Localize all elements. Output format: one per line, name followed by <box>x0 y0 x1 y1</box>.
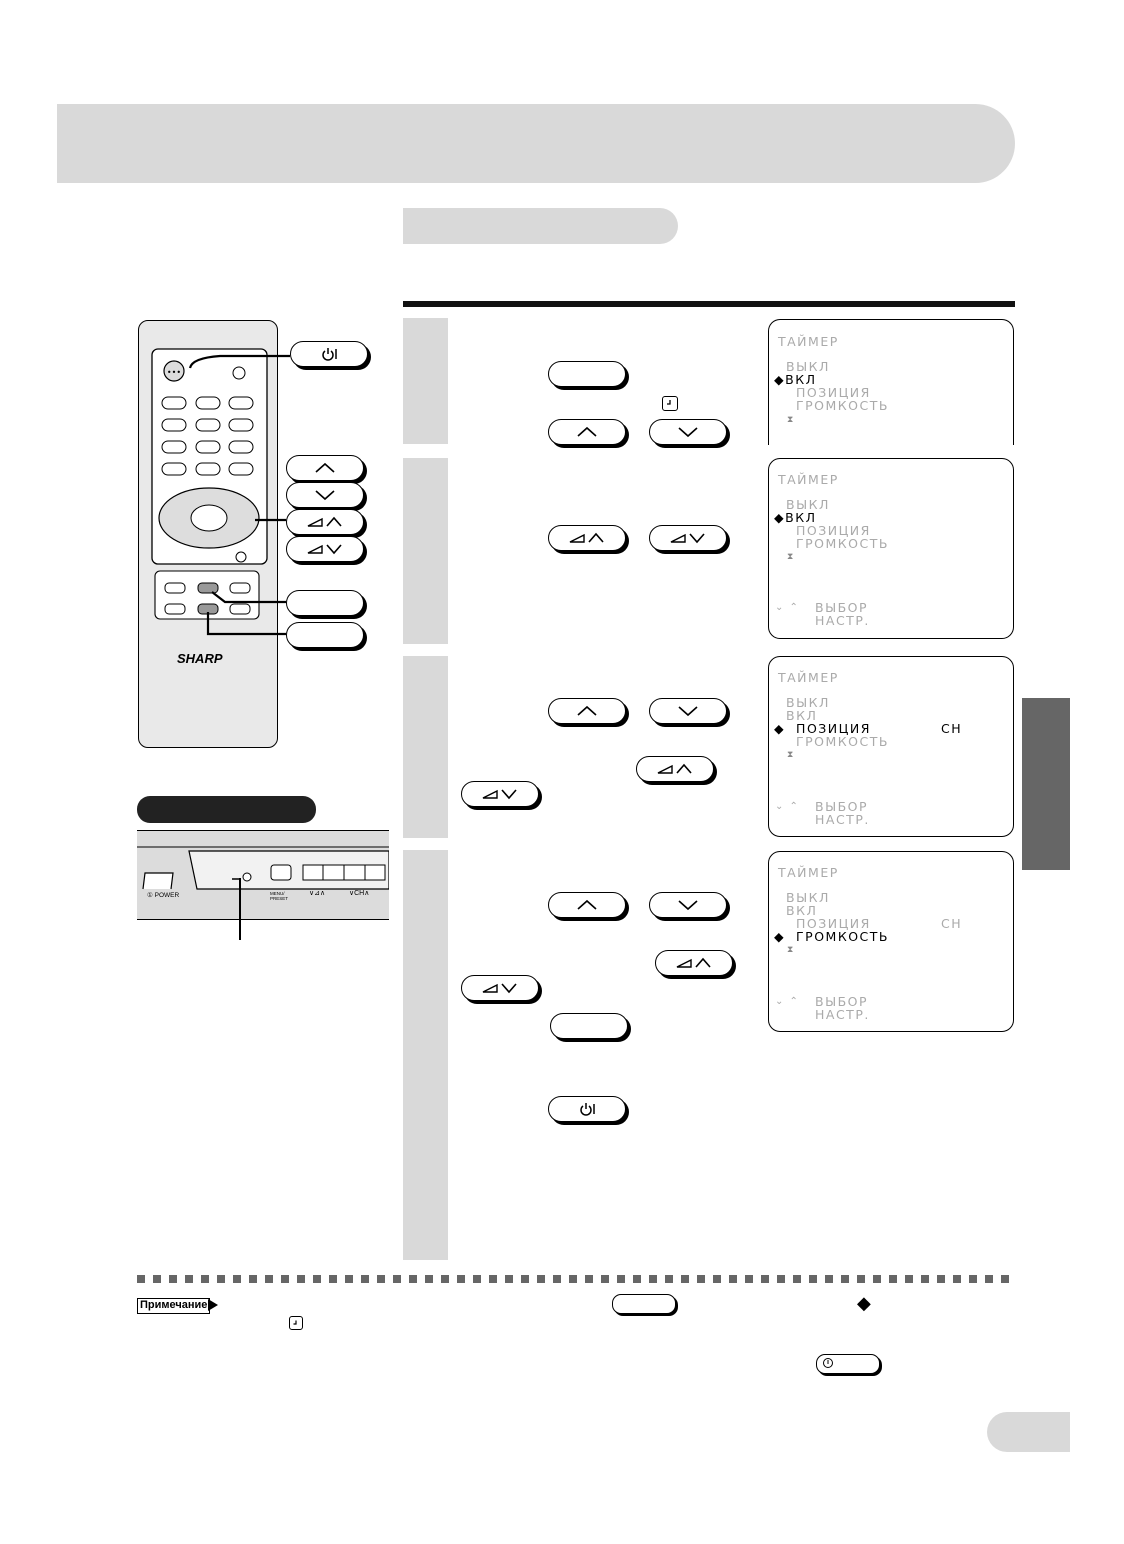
osd-screen-1 <box>768 319 1014 445</box>
osd-screen-2 <box>768 458 1014 639</box>
osd-on-item: ВКЛ <box>786 708 818 723</box>
osd-title: ТАЙМЕР <box>778 472 839 487</box>
hourglass-icon: ⧗ <box>787 415 795 425</box>
channel-down-button <box>649 698 727 724</box>
osd-screen-4 <box>768 851 1014 1032</box>
osd-off-item: ВЫКЛ <box>786 497 830 512</box>
power-label: ① POWER <box>147 892 180 899</box>
volume-up-button <box>655 950 733 976</box>
osd-screen-3 <box>768 656 1014 837</box>
channel-down-button <box>649 419 727 445</box>
volume-down-button <box>461 781 539 807</box>
page-number-tab <box>987 1412 1070 1452</box>
hint-arrows-icon: ⌄ ⌃ <box>775 602 800 613</box>
osd-adjust-hint: НАСТР. <box>815 613 870 628</box>
volume-down-button <box>649 525 727 551</box>
osd-select-hint: ВЫБОР <box>815 994 869 1009</box>
hourglass-icon: ⧗ <box>787 552 795 562</box>
menu-button <box>612 1294 676 1314</box>
osd-volume-item: ГРОМКОСТЬ <box>796 398 889 413</box>
osd-adjust-hint: НАСТР. <box>815 812 870 827</box>
dotted-separator <box>137 1275 1017 1283</box>
osd-ch-label: CH <box>941 916 963 931</box>
osd-position-item: ◆ ПОЗИЦИЯ <box>774 721 871 736</box>
title-banner <box>57 104 1015 183</box>
osd-volume-item: ◆ ГРОМКОСТЬ <box>774 929 889 944</box>
hint-arrows-icon: ⌄ ⌃ <box>775 996 800 1007</box>
timer-icon <box>662 396 678 411</box>
step-bar-3 <box>403 656 448 838</box>
volume-label: ∨⊿∧ <box>309 890 326 897</box>
osd-select-hint: ВЫБОР <box>815 799 869 814</box>
volume-up-button <box>636 756 714 782</box>
osd-off-item: ВЫКЛ <box>786 695 830 710</box>
chapter-tab <box>1022 698 1070 870</box>
osd-on-item: ◆ВКЛ <box>774 510 817 525</box>
callout-lines <box>180 340 340 660</box>
osd-on-item: ВКЛ <box>786 903 818 918</box>
osd-volume-item: ГРОМКОСТЬ <box>796 734 889 749</box>
osd-on-item: ◆ВКЛ <box>774 372 817 387</box>
osd-position-item: ПОЗИЦИЯ <box>796 523 871 538</box>
note-arrow-icon <box>208 1298 220 1312</box>
volume-up-button <box>548 525 626 551</box>
menu-button <box>548 361 626 387</box>
osd-position-item: ПОЗИЦИЯ <box>796 385 871 400</box>
channel-label: ∨CH∧ <box>349 890 370 897</box>
channel-up-button <box>548 892 626 918</box>
sensor-pointer-line <box>239 878 241 940</box>
osd-title: ТАЙМЕР <box>778 334 839 349</box>
channel-up-button <box>548 419 626 445</box>
hint-arrows-icon: ⌄ ⌃ <box>775 801 800 812</box>
volume-down-button <box>461 975 539 1001</box>
osd-off-item: ВЫКЛ <box>786 359 830 374</box>
osd-ch-label: CH <box>941 721 963 736</box>
standby-button <box>548 1096 626 1122</box>
menu-preset-label: MENU/ PRESET <box>270 891 289 901</box>
menu-button <box>550 1013 628 1039</box>
osd-title: ТАЙМЕР <box>778 865 839 880</box>
hourglass-icon: ⧗ <box>787 945 795 955</box>
section-rule <box>403 301 1015 307</box>
note-tag: Примечание <box>137 1298 210 1314</box>
channel-down-button <box>649 892 727 918</box>
step-bar-1 <box>403 318 448 444</box>
step-bar-2 <box>403 458 448 644</box>
remote-brand: SHARP <box>177 651 223 666</box>
osd-off-item: ВЫКЛ <box>786 890 830 905</box>
section-banner <box>403 208 678 244</box>
tv-front-panel <box>137 830 389 920</box>
selection-diamond: ◆ <box>857 1293 871 1313</box>
timer-icon <box>289 1316 303 1330</box>
osd-adjust-hint: НАСТР. <box>815 1007 870 1022</box>
osd-position-item: ПОЗИЦИЯ <box>796 916 871 931</box>
osd-volume-item: ГРОМКОСТЬ <box>796 536 889 551</box>
panel-label <box>137 796 316 823</box>
osd-title: ТАЙМЕР <box>778 670 839 685</box>
hourglass-icon: ⧗ <box>787 750 795 760</box>
step-bar-4 <box>403 850 448 1260</box>
osd-select-hint: ВЫБОР <box>815 600 869 615</box>
channel-up-button <box>548 698 626 724</box>
power-button <box>816 1354 880 1374</box>
svg-text:•••: ••• <box>166 368 182 377</box>
